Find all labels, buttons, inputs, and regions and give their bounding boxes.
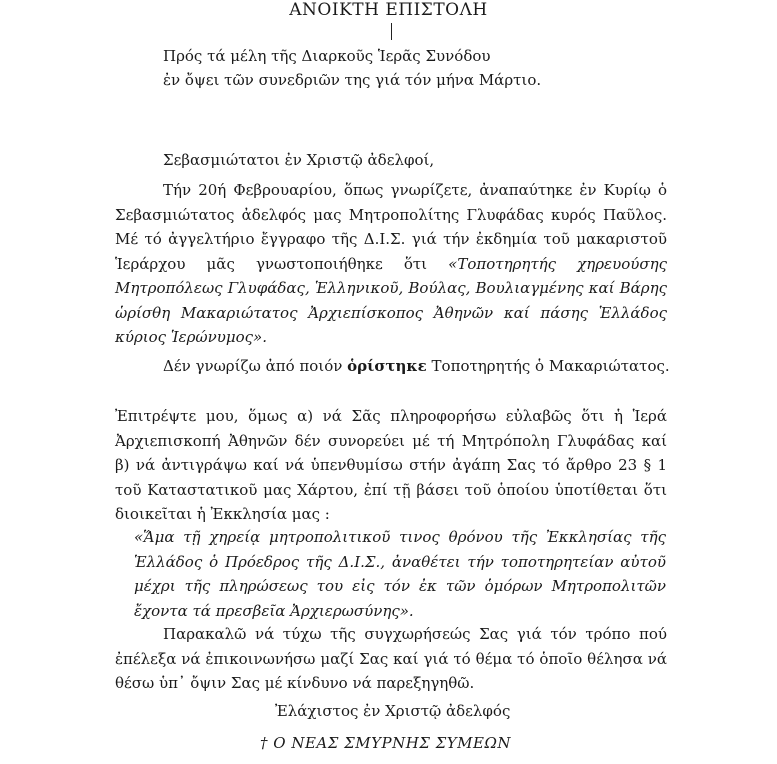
paragraph-3a: Ἐπιτρέψτε μου, ὅμως α) νά Σᾶς πληροφορήσω εὐλαβῶς ὅτι ἡ Ἱερά Ἀρχιεπισκοπή Ἀθηνῶν δέν συνορεύει μέ τή Μητρόπολη Γλυφάδας καί <box>115 407 667 450</box>
paragraph-2 <box>163 357 670 376</box>
paragraph-1-quote: «Τοποτηρητής χηρευούσης Μητροπόλεως Γλυφάδας, Ἑλληνικοῦ, Βούλας, Βουλιαγμένης καί Βάρης ὡρίσθη Μακαριώτατος Ἀρχιεπίσκοπος Ἀθηνῶν καί πάσης Ἑλλάδος κύριος Ἱερώνυμος». <box>115 254 667 346</box>
signature: † Ο ΝΕΑΣ ΣΜΥΡΝΗΣ ΣΥΜΕΩΝ <box>260 734 512 752</box>
text-cursor <box>391 23 392 40</box>
paragraph-2-text-a: Δέν γνωρίζω ἀπό ποιόν <box>163 357 348 375</box>
paragraph-3b: β) νά ἀντιγράψω καί νά ὑπενθυμίσω στήν ἀγάπη Σας τό ἄρθρο 23 § 1 τοῦ Καταστατικοῦ μας Χάρτου, ἐπί τῇ βάσει τοῦ ὁποίου ὑποτίθεται ὅτι διοικεῖται ἡ Ἐκκλησία μας : <box>115 456 667 523</box>
quoted-article: «Ἅμα τῇ χηρείᾳ μητροπολιτικοῦ τινος θρόνου τῆς Ἐκκλησίας τῆς Ἑλλάδος ὁ Πρόεδρος τῆς Δ.Ι.Σ., ἀναθέτει τήν τοποτηρητείαν αὐτοῦ μέχρι τῆς πληρώσεως του εἰς τόν ἐκ τῶν ὁμόρων Μητροπολιτῶν ἔχοντα τά πρεσβεῖα Ἀρχιερωσύνης». <box>134 528 666 620</box>
closing: Ἐλάχιστος ἐν Χριστῷ ἀδελφός <box>275 702 511 720</box>
paragraph-1 <box>115 178 667 350</box>
letter-title: ΑΝΟΙΚΤΗ ΕΠΙΣΤΟΛΗ <box>289 0 488 20</box>
salutation: Σεβασμιώτατοι ἐν Χριστῷ ἀδελφοί, <box>163 151 435 169</box>
address-line-2: ἐν ὄψει τῶν συνεδριῶν της γιά τόν μήνα Μάρτιο. <box>163 71 542 89</box>
address-line-1: Πρός τά μέλη τῆς Διαρκοῦς Ἱερᾶς Συνόδου <box>163 47 491 65</box>
paragraph-2-bold: ὁρίστηκε <box>347 357 427 375</box>
paragraph-4: Παρακαλῶ νά τύχω τῆς συγχωρήσεώς Σας γιά τόν τρόπο πού ἐπέλεξα νά ἐπικοινωνήσω μαζί Σας καί γιά τό θέμα τό ὁποῖο θέλησα νά θέσω ὑπ᾽ ὄψιν Σας μέ κίνδυνο νά παρεξηγηθῶ. <box>115 625 667 692</box>
paragraph-2-text-b: Τοποτηρητής ὁ Μακαριώτατος. <box>426 357 670 375</box>
paragraph-1-text: Τήν 20ή Φεβρουαρίου, ὅπως γνωρίζετε, ἀναπαύτηκε ἐν Κυρίῳ ὁ Σεβασμιώτατος ἀδελφός μας Μητροπολίτης Γλυφάδας κυρός Παῦλος. Μέ τό ἀγγελτήριο ἔγγραφο τῆς Δ.Ι.Σ. γιά τήν ἐκδημία τοῦ μακαριστοῦ Ἱεράρχου μᾶς γνωστοποιήθηκε ὅτι <box>115 181 667 273</box>
